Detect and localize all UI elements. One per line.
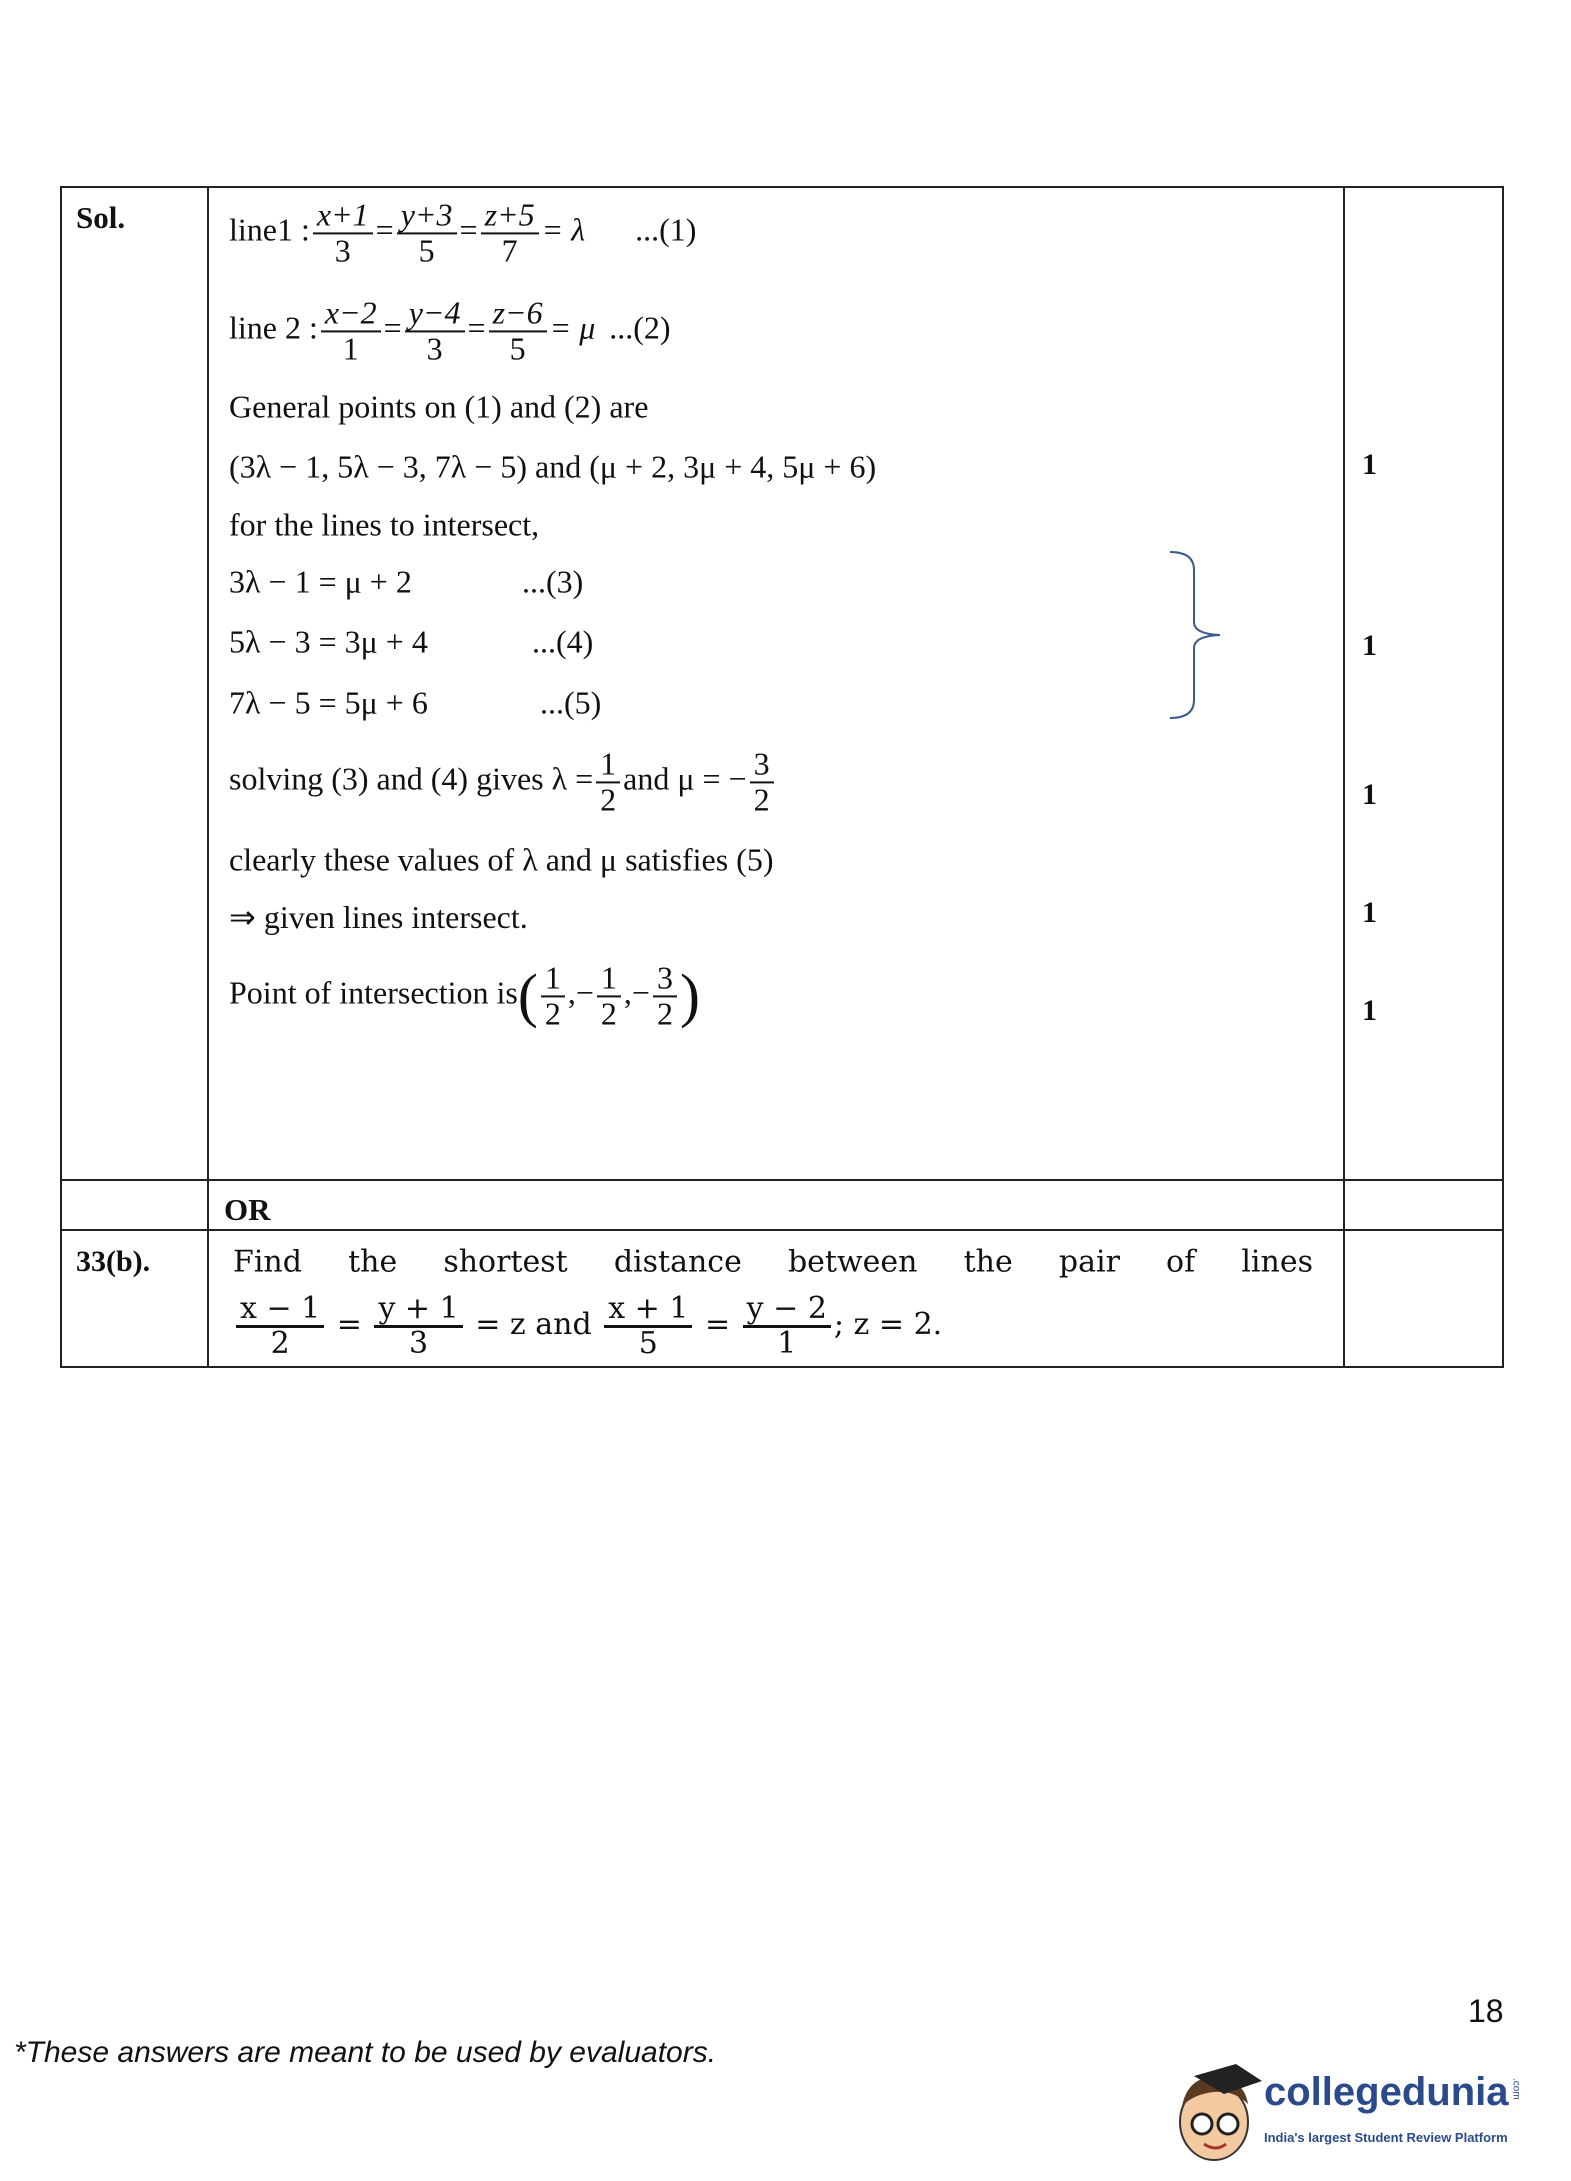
or-label: OR xyxy=(224,1192,271,1227)
table-border-top xyxy=(60,186,1503,188)
solving-line: solving (3) and (4) gives λ = $\frac{1}{2}$ and μ = − $\frac{3}{2}$ xyxy=(229,747,777,816)
collegedunia-logo xyxy=(1164,2056,1564,2168)
column-divider xyxy=(1343,186,1345,1368)
table-border-left xyxy=(60,186,62,1368)
equation-3-tag: ...(3) xyxy=(522,563,584,600)
curly-brace-icon xyxy=(1168,550,1228,720)
equation-4-tag: ...(4) xyxy=(532,623,594,660)
page-number: 18 xyxy=(1468,1993,1504,2029)
column-divider xyxy=(207,186,209,1368)
condition-text: for the lines to intersect, xyxy=(229,506,540,543)
mark: 1 xyxy=(1362,448,1377,481)
verification-text: clearly these values of λ and μ satisfies (5) xyxy=(229,841,774,878)
sol-label: Sol. xyxy=(76,200,126,235)
mascot-icon xyxy=(1164,2056,1264,2168)
conclusion-text: ⇒ given lines intersect. xyxy=(229,899,528,935)
equation-5: 7λ − 5 = 5μ + 6 xyxy=(229,684,428,721)
mark: 1 xyxy=(1362,994,1377,1027)
row-divider xyxy=(60,1179,1503,1181)
brand-suffix: .com xyxy=(1510,2078,1522,2100)
question-number: 33(b). xyxy=(76,1245,151,1278)
equation-5-tag: ...(5) xyxy=(540,684,602,721)
brand-row xyxy=(1264,2068,1521,2116)
brand-tagline: India's largest Student Review Platform xyxy=(1264,2130,1508,2145)
intersection-point: Point of intersection is( $\frac{1}{2}$ ,− $\frac{1}{2}$ ,− $\frac{3}{2}$ ) xyxy=(229,959,700,1031)
equation-4: 5λ − 3 = 3μ + 4 xyxy=(229,623,428,660)
row-divider xyxy=(60,1229,1503,1231)
mark: 1 xyxy=(1362,896,1377,929)
mark: 1 xyxy=(1362,778,1377,811)
question-lines: $\frac{x - 1}{2}$ = $\frac{y + 1}{3}$ = z and $\frac{x + 1}{5}$ = $\frac{y - 2}{1}$ ; z = 2. xyxy=(233,1293,942,1359)
line2-equation: line 2 : $\frac{x-2}{1}$ = $\frac{y-4}{3}$ = $\frac{z-6}{5}$ = μ ...(2) xyxy=(229,294,671,366)
general-points-text: General points on (1) and (2) are xyxy=(229,388,649,425)
brand-name: collegedunia xyxy=(1264,2070,1509,2114)
general-points: (3λ − 1, 5λ − 3, 7λ − 5) and (μ + 2, 3μ + 4, 5μ + 6) xyxy=(229,448,877,485)
equation-3: 3λ − 1 = μ + 2 xyxy=(229,563,412,600)
brand-block xyxy=(1264,2068,1521,2146)
evaluator-note: *These answers are meant to be used by evaluators. xyxy=(14,2036,717,2069)
line1-equation: line1 : $\frac{x+1}{3}$ = $\frac{y+3}{5}$ = $\frac{z+5}{7}$ = λ ...(1) xyxy=(229,196,697,268)
table-border-bottom xyxy=(60,1366,1503,1368)
question-text: Find the shortest distance between the pair of lines xyxy=(233,1244,1313,1280)
table-border-right xyxy=(1502,186,1504,1368)
mark: 1 xyxy=(1362,629,1377,662)
